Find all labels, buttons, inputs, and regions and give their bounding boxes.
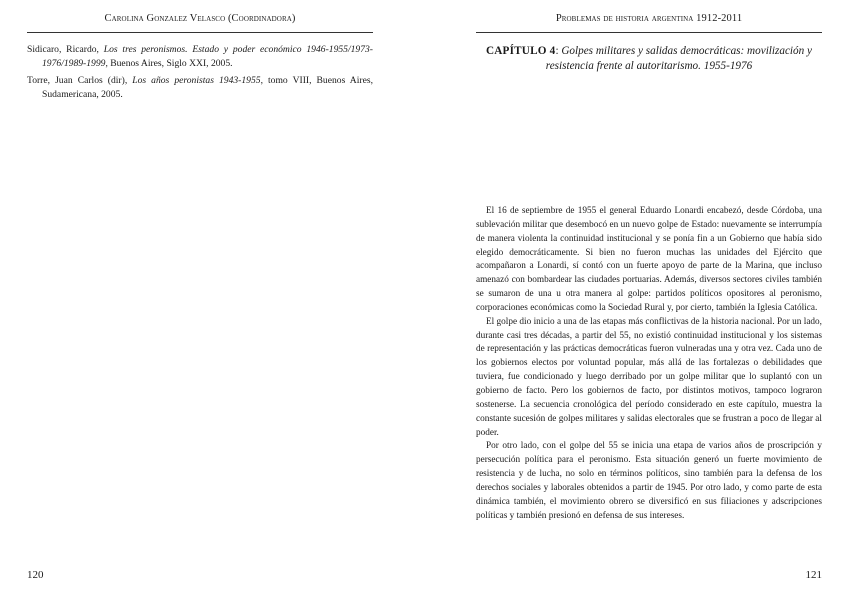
entry-author: Torre, Juan Carlos (dir), xyxy=(27,75,133,86)
chapter-separator: : xyxy=(555,45,562,57)
entry-publication: , tomo VIII, Buenos Aires, Sudamericana, 2005. xyxy=(42,75,373,100)
chapter-body xyxy=(476,205,822,523)
body-paragraph: Por otro lado, con el golpe del 55 se inicia una etapa de varios años de proscripción y persecución política para el peronismo. Esta situación generó un fuerte movimiento de resistencia y de lucha, no solo en términos políticos, sino también para la defensa de los derechos sociales y laborales obtenidos a partir de 1945. Por otro lado, y como parte de esta dinámica también, el movimiento obrero se diversificó en sus filiaciones y adscripciones políticas y también presionó en defensa de sus intereses. xyxy=(476,441,822,521)
right-running-head: Problemas de historia argentina 1912-2011 xyxy=(555,13,743,24)
chapter-title: Golpes militares y salidas democráticas: movilización y resistencia frente al autoritarismo. 1955-1976 xyxy=(545,45,812,72)
bibliography-list xyxy=(27,43,373,105)
bibliography-entry xyxy=(27,74,373,102)
left-header-rule xyxy=(27,32,373,33)
entry-publication: , Buenos Aires, Siglo XXI, 2005. xyxy=(105,58,233,69)
entry-title: Los tres peronismos. Estado y poder económico 1946-1955/1973-1976/1989-1999 xyxy=(42,44,374,69)
left-page-number: 120 xyxy=(27,569,44,581)
body-paragraph: El golpe dio inicio a una de las etapas más conflictivas de la historia nacional. Por un lado, durante casi tres décadas, a partir del 55, no existió continuidad institucional y los sistemas de representación y las prácticas democráticas fueron vulneradas una y otra vez. Cada uno de los gobiernos electos por voluntad popular, más allá de las fortalezas o debilidades que tuviera, fue condicionado y luego derribado por un golpe militar que lo suplantó con un gobierno de facto. Pero los gobiernos de facto, por distintos motivos, tampoco lograron sostenerse. La secuencia cronológica del período considerado en este capítulo, muestra la constante sucesión de golpes militares y salidas electorales que se frustran a poco de llegar al poder. xyxy=(476,316,822,438)
chapter-heading xyxy=(476,44,822,74)
bibliography-entry xyxy=(27,43,373,71)
body-paragraph: El 16 de septiembre de 1955 el general Eduardo Lonardi encabezó, desde Córdoba, una sublevación militar que desembocó en un nuevo golpe de Estado: nuevamente se interrumpía de manera violenta la continuidad institucional y se ponía fin a un Gobierno que había sido elegido democráticamente. Si bien no fueron muchas las unidades del Ejército que acompañaron a Lonardi, sí contó con un fuerte apoyo de parte de la Marina, que incluso amenazó con bombardear las ciudades portuarias. Además, diversos sectores civiles también se sumaron de una u otra manera al golpe: partidos políticos opositores al peronismo, corporaciones económicas como la Sociedad Rural y, por cierto, también la Iglesia Católica. xyxy=(476,206,822,313)
entry-title: Los años peronistas 1943-1955 xyxy=(132,75,261,86)
right-page xyxy=(424,0,848,598)
right-page-number: 121 xyxy=(805,569,822,581)
left-running-head: Carolina Gonzalez Velasco (Coordinadora) xyxy=(104,13,296,24)
entry-author: Sidicaro, Ricardo, xyxy=(27,44,104,55)
chapter-label: CAPÍTULO 4 xyxy=(485,45,556,57)
right-header-rule xyxy=(476,32,822,33)
